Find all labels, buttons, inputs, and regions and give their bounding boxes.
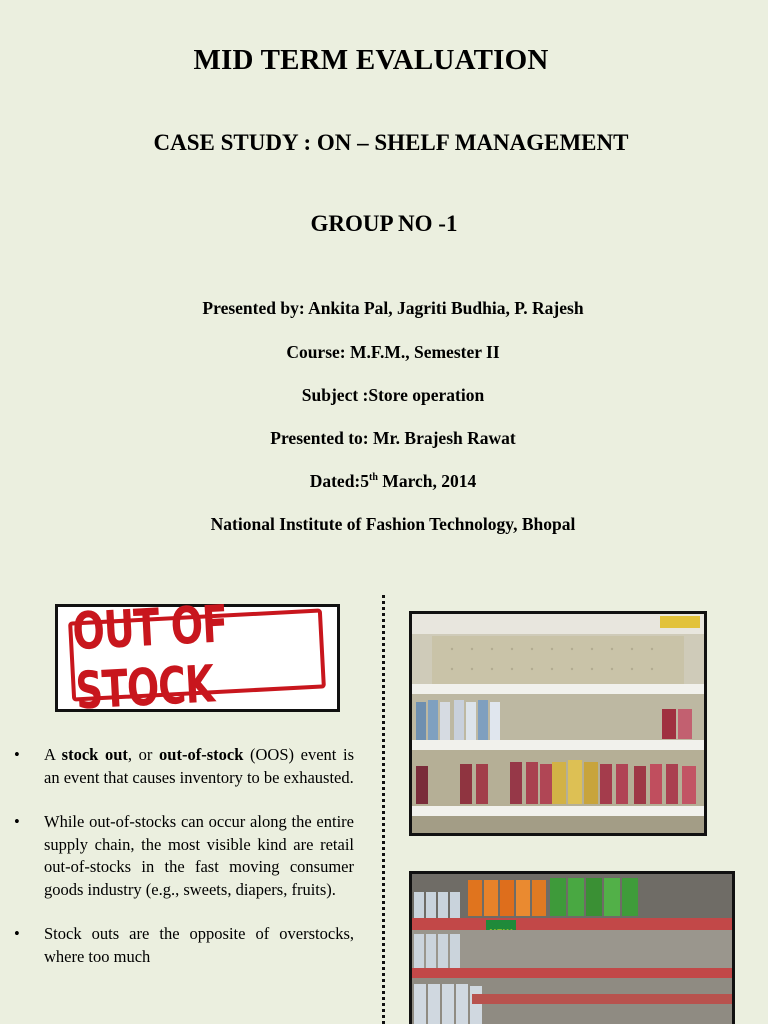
date-superscript: th bbox=[369, 472, 378, 484]
date bbox=[0, 471, 768, 492]
bullet-dot: • bbox=[14, 924, 20, 943]
subject: Subject :Store operation bbox=[301, 385, 485, 405]
date-prefix: Dated:5 bbox=[309, 471, 370, 491]
group-number: GROUP NO -1 bbox=[310, 211, 458, 236]
out-of-stock-sign bbox=[55, 594, 340, 721]
list-item bbox=[10, 744, 354, 789]
list-item bbox=[10, 923, 354, 968]
bullet-dot: • bbox=[14, 812, 20, 831]
bullet-text: Stock outs are the opposite of overstocks, where too much bbox=[44, 924, 354, 966]
bullet-text: , or bbox=[127, 745, 160, 764]
bullet-text: While out-of-stocks can occur along the entire supply chain, the most visible kind are retail out-of-stocks in the fast moving consumer goods industry (e.g., sweets, diapers, fruits). bbox=[44, 812, 354, 899]
out-of-stock-text: OUT OF STOCK bbox=[71, 594, 229, 721]
date-suffix: March, 2014 bbox=[377, 471, 477, 491]
institute: National Institute of Fashion Technology, Bhopal bbox=[210, 514, 576, 534]
dotted-divider bbox=[382, 595, 385, 1024]
empty-shelves-photo bbox=[409, 611, 707, 836]
case-study-title: CASE STUDY : ON – SHELF MANAGEMENT bbox=[153, 130, 629, 155]
presented-by: Presented by: Ankita Pal, Jagriti Budhia, P. Rajesh bbox=[202, 298, 584, 318]
bullet-list bbox=[10, 744, 354, 990]
term-stock-out: stock out bbox=[61, 745, 128, 764]
course: Course: M.F.M., Semester II bbox=[286, 342, 500, 362]
list-item bbox=[10, 811, 354, 901]
presented-to: Presented to: Mr. Brajesh Rawat bbox=[270, 428, 516, 448]
sparse-shelves-photo bbox=[409, 871, 735, 1024]
bullet-text: A bbox=[44, 745, 62, 764]
bullet-text: (OOS) event is an event that causes inventory to be exhausted. bbox=[44, 745, 355, 787]
term-out-of-stock: out-of-stock bbox=[159, 745, 244, 764]
page-title: MID TERM EVALUATION bbox=[193, 44, 549, 76]
out-of-stock-stamp bbox=[68, 594, 326, 721]
bullet-dot: • bbox=[14, 745, 20, 764]
